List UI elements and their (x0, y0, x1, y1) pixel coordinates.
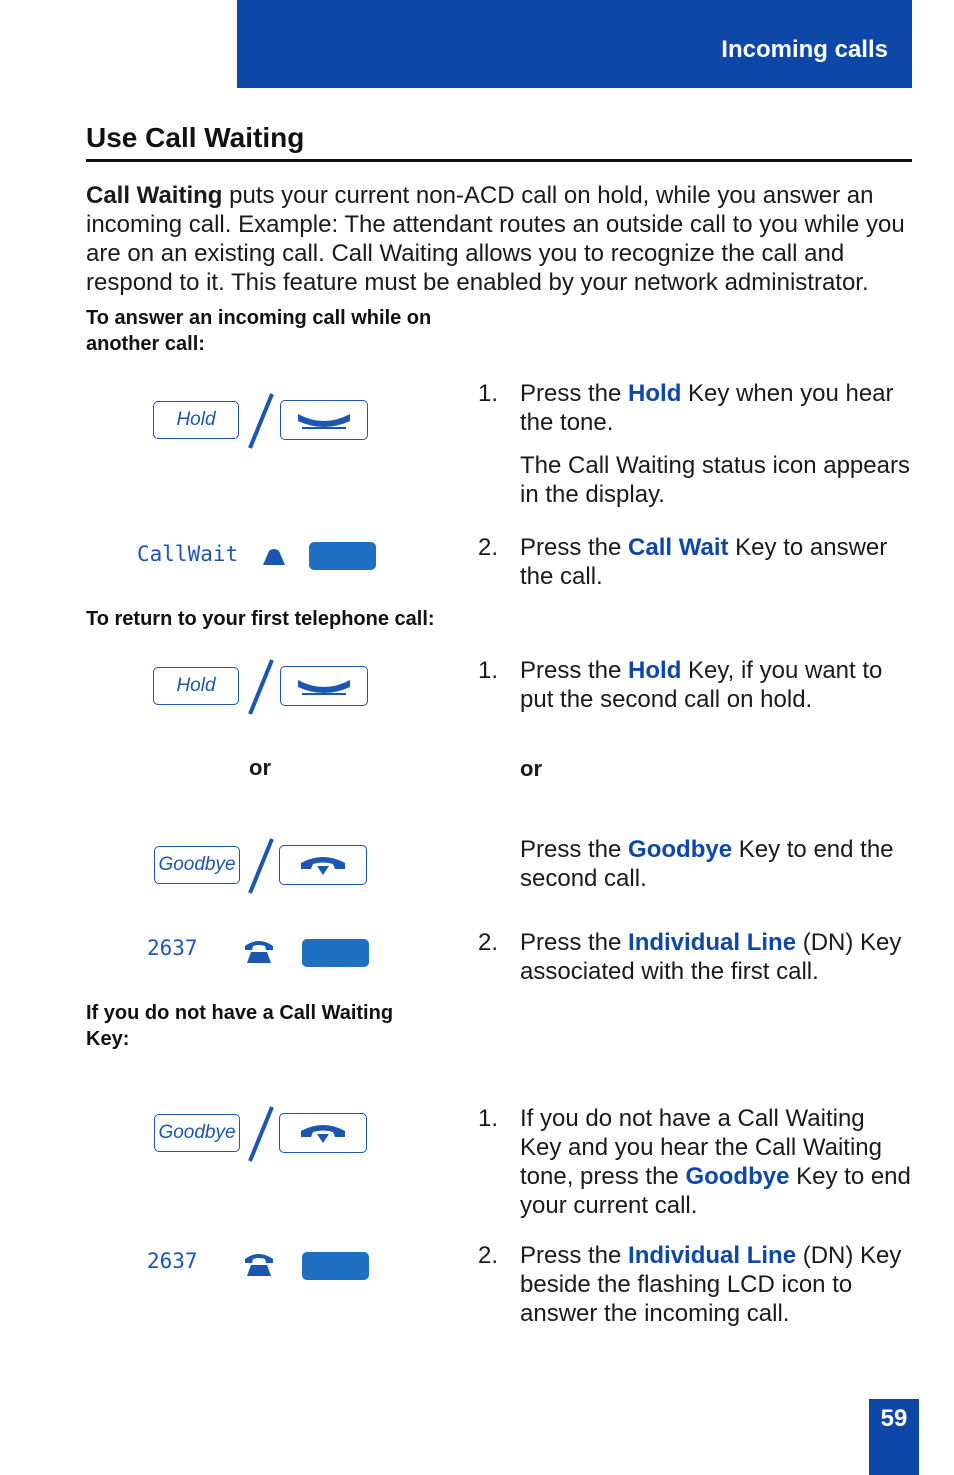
step-text-pre: Press the (520, 657, 629, 684)
handset-goodbye-icon (293, 851, 353, 879)
return-step2-text (520, 928, 912, 986)
step-text-post: (DN) Key associated with the first call. (520, 929, 902, 985)
nokey-step2-text (520, 1241, 912, 1328)
step-text-pre: Press the (520, 1242, 629, 1269)
intro-text: puts your current non-ACD call on hold, while you answer an incoming call. Example: The attendant routes an outside call to you while you are on an existing call. Call Waiting allows you to recognize the call and respond to it. This feature must be enabled by your network administrator. (86, 182, 905, 296)
section-title: Use Call Waiting (86, 122, 305, 153)
step-number: 1. (478, 657, 499, 684)
step-text-pre: Press the (520, 836, 629, 863)
step-number: 2. (478, 534, 499, 561)
step-text-post: Key, if you want to put the second call on hold. (520, 657, 883, 713)
hold-softkey: Hold (153, 667, 239, 705)
step-text-post: Key when you hear the tone. (520, 380, 894, 436)
keyword-goodbye: Goodbye (685, 1163, 790, 1190)
keyword-hold: Hold (628, 380, 682, 407)
hold-hardkey (280, 400, 368, 440)
step-text-pre: If you do not have a Call Waiting Key and you hear the Call Waiting tone, press the (520, 1105, 882, 1190)
answer-step2-text (520, 533, 912, 591)
return-alt-text (520, 835, 912, 893)
goodbye-hardkey (279, 845, 367, 885)
goodbye-softkey: Goodbye (154, 846, 240, 884)
telephone-icon (243, 1251, 275, 1277)
dn-lcd-label: 2637 (147, 936, 198, 960)
step-number: 2. (478, 929, 499, 956)
answer-heading: To answer an incoming call while on another call: (86, 307, 432, 355)
chapter-title: Incoming calls (721, 36, 888, 63)
title-rule (86, 159, 912, 162)
step-number: 2. (478, 1242, 499, 1269)
handset-hold-icon (294, 674, 354, 698)
return-step1-text (520, 656, 912, 714)
keyword-call-wait: Call Wait (628, 534, 729, 561)
answer-step1-note: The Call Waiting status icon appears in the display. (520, 452, 910, 508)
intro-paragraph (86, 181, 912, 297)
handset-goodbye-icon (293, 1119, 353, 1147)
hold-softkey: Hold (153, 401, 239, 439)
hold-hardkey (280, 666, 368, 706)
goodbye-hardkey (279, 1113, 367, 1153)
or-slash-icon (246, 1104, 276, 1164)
step-text-pre: Press the (520, 380, 629, 407)
call-waiting-status-icon (260, 545, 288, 567)
keyword-hold: Hold (628, 657, 682, 684)
keyword-individual-line: Individual Line (628, 1242, 797, 1269)
or-slash-icon (246, 836, 276, 896)
step-text-pre: Press the (520, 929, 629, 956)
keyword-individual-line: Individual Line (628, 929, 797, 956)
step-number: 1. (478, 1105, 499, 1132)
callwait-line-key (309, 542, 376, 570)
keyword-goodbye: Goodbye (628, 836, 733, 863)
step-text-pre: Press the (520, 534, 629, 561)
step-text-post: Key to answer the call. (520, 534, 888, 590)
or-slash-icon (246, 657, 276, 717)
step-text-post: Key to end your current call. (520, 1163, 911, 1219)
page-number-tab (869, 1399, 919, 1475)
dn-lcd-label: 2637 (147, 1249, 198, 1273)
intro-lead: Call Waiting (86, 182, 223, 209)
or-label-right: or (520, 756, 542, 781)
goodbye-softkey: Goodbye (154, 1114, 240, 1152)
individual-line-key (302, 939, 369, 967)
callwait-lcd-label: CallWait (137, 542, 239, 566)
page-number: 59 (880, 1405, 908, 1432)
nokey-heading: If you do not have a Call Waiting Key: (86, 1002, 394, 1050)
handset-hold-icon (294, 408, 354, 432)
header-bar (237, 0, 912, 88)
telephone-icon (243, 938, 275, 964)
nokey-step1-text (520, 1104, 912, 1220)
or-label-left: or (249, 755, 271, 780)
return-heading: To return to your first telephone call: (86, 608, 435, 630)
answer-step1-text (520, 379, 912, 437)
step-number: 1. (478, 380, 499, 407)
step-text-post: Key to end the second call. (520, 836, 894, 892)
individual-line-key (302, 1252, 369, 1280)
or-slash-icon (246, 391, 276, 451)
step-text-post: (DN) Key beside the flashing LCD icon to answer the incoming call. (520, 1242, 902, 1327)
